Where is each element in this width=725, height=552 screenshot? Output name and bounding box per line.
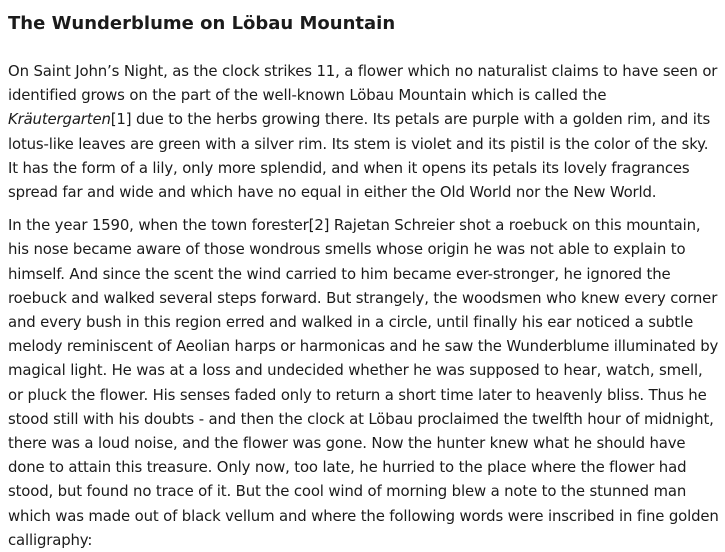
article-title: The Wunderblume on Löbau Mountain: [8, 13, 396, 34]
paragraph-2-text-start: In the year 1590, when the town forester: [8, 216, 309, 235]
term-kraeutergarten: Kräutergarten: [8, 110, 111, 129]
paragraph-1-text-start: On Saint John’s Night, as the clock strikes 11, a flower which no naturalist claims to have seen or identified grows on the part of the well-known Löbau Mountain which is called the: [8, 62, 718, 105]
paragraph-2: [8, 213, 719, 552]
paragraph-1-text-end: due to the herbs growing there. Its petals are purple with a golden rim, and its lotus-like leaves are green with a silver rim. Its stem is violet and its pistil is the color of the sky. It has the form of a lily, only more splendid, and when it opens its petals its lovely fragrances spread far and wide and which have no equal in either the Old World nor the New World.: [8, 110, 711, 202]
paragraph-1: [8, 59, 719, 204]
paragraph-2-text-end: Rajetan Schreier shot a roebuck on this mountain, his nose became aware of those wondrous smells whose origin he was not able to explain to himself. And since the scent the wind carried to him became ever-stronger, he ignored the roebuck and walked several steps forward. But strangely, the woodsmen who knew every corner and every bush in this region erred and walked in a circle, until finally his ear noticed a subtle melody reminiscent of Aeolian harps or harmonicas and he saw the Wunderblume illuminated by magical light. He was at a loss and undecided whether he was supposed to hear, watch, smell, or pluck the flower. His senses faded only to return a short time later to heavenly bliss. Thus he stood still with his doubts - and then the clock at Löbau proclaimed the twelfth hour of midnight, there was a loud noise, and the flower was gone. Now the hunter knew what he should have done to attain this treasure. Only now, too late, he hurried to the place where the flower had stood, but found no trace of it. But the cool wind of morning blew a note to the stunned man which was made out of black vellum and where the following words were inscribed in fine golden calligraphy:: [8, 216, 719, 549]
footnote-ref-2[interactable]: [2]: [308, 216, 330, 235]
footnote-ref-1[interactable]: [1]: [110, 110, 132, 129]
